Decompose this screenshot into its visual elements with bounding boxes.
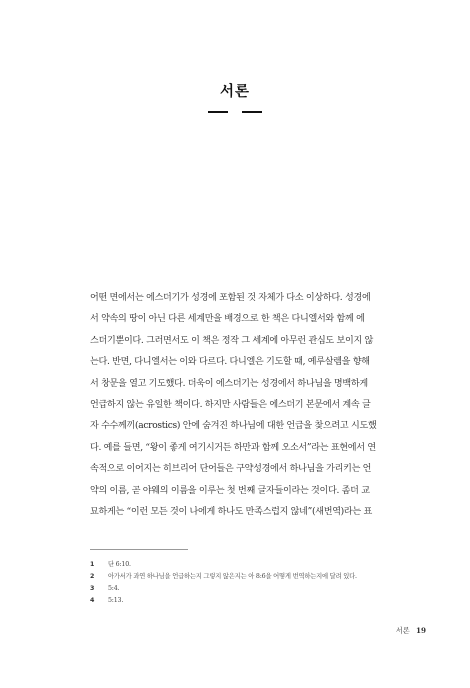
title-rule-right (242, 111, 262, 113)
footnote-text: 아가서가 과연 하나님을 언급하는지 그렇지 않은지는 아 8:6을 어떻게 번역하는지에 달려 있다. (108, 573, 357, 580)
body-line: 스더기뿐이다. 그러면서도 이 책은 정작 그 세계에 아무런 관심도 보이지 않 (90, 335, 374, 346)
chapter-title: 서론 (219, 84, 250, 100)
running-footer-section: 서론 (395, 626, 410, 635)
body-line: 약의 이름, 곧 야웨의 이름을 이루는 첫 번째 글자들이라는 것이다. 좀더 교 (90, 485, 370, 496)
body-line: 서 약속의 땅이 아닌 다른 세계만을 배경으로 한 책은 다니엘서와 함께 에 (90, 314, 365, 325)
footnote-text: 5:4. (108, 585, 120, 592)
footnote (90, 583, 430, 595)
footnote (90, 571, 430, 583)
body-line (90, 374, 424, 395)
body-line: 는다. 반면, 다니엘서는 이와 다르다. 다니엘은 기도할 때, 예루살렘을 향해 (90, 357, 370, 368)
footnote-text: 단 6:10. (108, 561, 131, 568)
footnote-number: 4 (90, 597, 95, 604)
footnote-number: 2 (90, 573, 95, 580)
running-footer (396, 626, 426, 636)
body-line: 다. 예를 들면, “왕이 좋게 여기시거든 하만과 함께 오소서”라는 표현에서 연 (90, 442, 376, 453)
body-line: 묘하게는 “이런 모든 것이 나에게 하나도 만족스럽지 않네”(새번역)라는 표 (90, 506, 372, 517)
body-line-text: 서 창문을 열고 기도했다. 더욱이 에스더기는 성경에서 하나님을 명백하게 (90, 378, 368, 389)
body-line: 어떤 면에서는 에스더기가 성경에 포함된 것 자체가 다소 이상하다. 성경에 (90, 293, 371, 303)
footnote-number: 3 (90, 585, 95, 592)
body-text (90, 288, 424, 523)
footnotes (90, 559, 430, 607)
footnote (90, 595, 430, 607)
footnote-number: 1 (90, 561, 95, 568)
title-rule-left (208, 111, 228, 113)
body-line: 자 수수께끼(acrostics) 안에 숨겨진 하나님에 대한 언급을 찾으려고 시도했 (90, 421, 377, 432)
footnote-rule (90, 549, 188, 550)
footnote-text: 5:13. (108, 597, 124, 604)
body-line: 언급하지 않는 유일한 책이다. 하지만 사람들은 에스더기 본문에서 계속 글 (90, 399, 371, 410)
footnote (90, 559, 430, 571)
page-number: 19 (415, 626, 426, 635)
body-line: 속적으로 이어지는 히브리어 단어들은 구약성경에서 하나님을 가리키는 언 (90, 464, 372, 475)
